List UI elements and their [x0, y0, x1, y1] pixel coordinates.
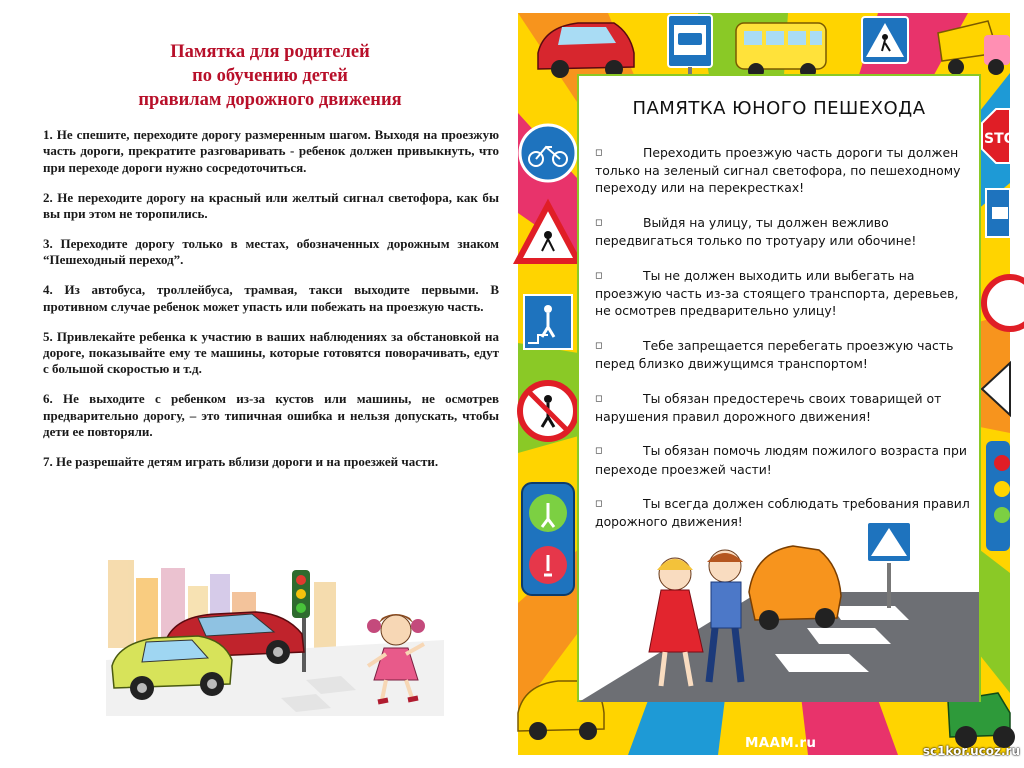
- bullet-icon: ◻: [595, 393, 603, 404]
- orange-car-icon: [749, 546, 841, 630]
- no-pedestrians-sign-icon: [520, 383, 576, 439]
- tip-item: [595, 442, 971, 477]
- bullet-icon: ◻: [595, 446, 603, 457]
- memo-title-line-2: по обучению детей: [192, 66, 348, 86]
- pedestrian-traffic-light-icon: [522, 483, 574, 595]
- tip-text: Тебе запрещается перебегать проезжую часть перед близко движущимся транспортом!: [595, 337, 954, 371]
- underpass-sign-icon: [524, 295, 572, 349]
- young-pedestrian-poster: [518, 13, 1016, 755]
- tips-list: [595, 144, 971, 548]
- rule-item: 2. Не переходите дорогу на красный или желтый сигнал светофора, как бы вы при этом не торопились.: [43, 189, 499, 222]
- tip-text: Ты обязан предостеречь своих товарищей от нарушения правил дорожного движения!: [595, 390, 942, 424]
- tip-text: Ты не должен выходить или выбегать на проезжую часть из-за стоящего транспорта, деревьев, не осмотрев предварительно улицу!: [595, 267, 959, 319]
- tip-text: Ты всегда должен соблюдать требования правил дорожного движения!: [595, 496, 970, 530]
- stop-sign-text: STO: [984, 131, 1016, 147]
- rule-item: 1. Не спешите, переходите дорогу размеренным шагом. Выходя на проезжую часть дороги, прекратите разговаривать - ребенок должен привыкнуть, что при переходе дороги нужно сосредоточиться.: [43, 127, 499, 175]
- tip-item: [595, 267, 971, 320]
- tip-item: [595, 214, 971, 249]
- maam-logo: MAAM.ru: [745, 735, 817, 751]
- car-traffic-light-girl-illustration: [106, 548, 444, 716]
- site-watermark: sc1kor.ucoz.ru: [922, 744, 1020, 758]
- memo-title: [40, 40, 500, 112]
- rules-list: [43, 127, 499, 484]
- tip-item: [595, 144, 971, 197]
- memo-title-line-3: правилам дорожного движения: [138, 90, 402, 110]
- children-crossing-illustration: [579, 522, 979, 702]
- rule-item: 4. Из автобуса, троллейбуса, трамвая, такси выходите первыми. В противном случае ребенок может упасть или побежать на проезжую часть.: [43, 282, 499, 314]
- tip-text: Ты обязан помочь людям пожилого возраста при переходе проезжей части!: [595, 443, 967, 477]
- rule-item: 6. Не выходите с ребенком из-за кустов или машины, не осмотрев предварительно дорогу, – это типичная ошибка и нельзя допускать, чтобы дети ее повторяли.: [43, 391, 499, 440]
- rule-item: 5. Привлекайте ребенка к участию в ваших наблюдениях за обстановкой на дороге, показывайте ему те машины, которые готовятся поворачивать, едут с большой скоростью и т.д.: [43, 328, 499, 377]
- tip-text: Выйдя на улицу, ты должен вежливо передвигаться только по тротуару или обочине!: [595, 215, 917, 249]
- tip-text: Переходить проезжую часть дороги ты должен только на зеленый сигнал светофора, по пешеходному переходу или на перекрестках!: [595, 145, 961, 196]
- pedestrian-crossing-sign-icon: [862, 17, 908, 63]
- bullet-icon: ◻: [595, 499, 603, 510]
- memo-title-line-1: Памятка для родителей: [170, 42, 370, 62]
- bullet-icon: ◻: [595, 270, 603, 281]
- bicycle-path-sign-icon: [520, 125, 576, 181]
- bullet-icon: ◻: [595, 218, 603, 228]
- stop-sign-icon: [982, 109, 1016, 163]
- poster-title: ПАМЯТКА ЮНОГО ПЕШЕХОДА: [632, 98, 926, 119]
- bullet-icon: ◻: [595, 148, 603, 158]
- tip-item: [595, 337, 971, 372]
- trolleybus-sign-icon: [986, 189, 1010, 237]
- poster-text-card: [577, 74, 981, 702]
- traffic-light-icon: [986, 441, 1010, 551]
- rule-item: 7. Не разрешайте детям играть вблизи дороги и на проезжей части.: [43, 454, 439, 470]
- no-bicycles-sign-icon: [984, 277, 1024, 329]
- bullet-icon: ◻: [595, 340, 603, 351]
- tip-item: [595, 390, 971, 425]
- rule-item: 3. Переходите дорогу только в местах, обозначенных дорожным знаком “Пешеходный переход”.: [43, 236, 499, 268]
